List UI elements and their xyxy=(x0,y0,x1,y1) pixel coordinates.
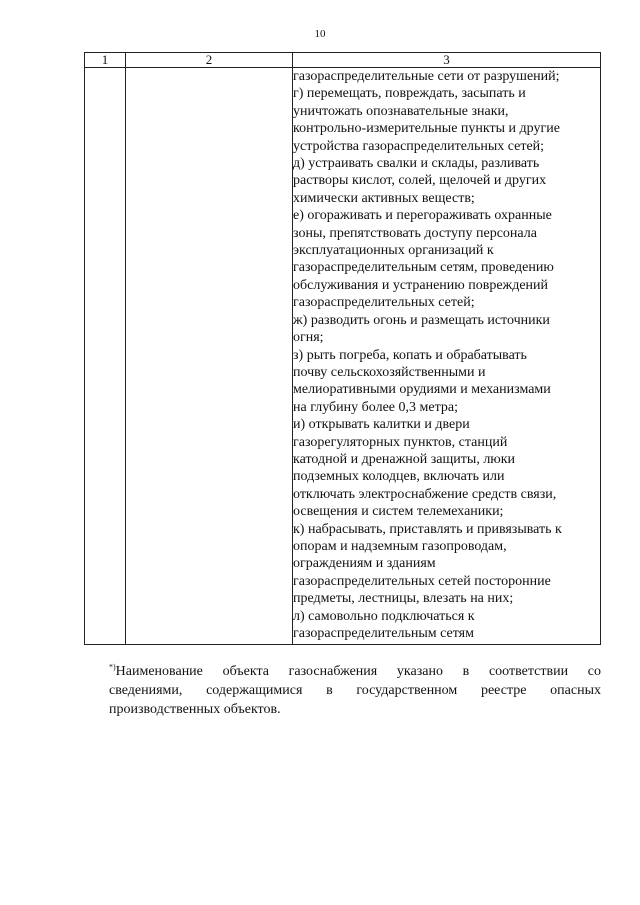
footnote-marker: *) xyxy=(109,662,116,672)
footnote-line-1 xyxy=(109,662,601,681)
text-line: обслуживания и устранению повреждений xyxy=(293,277,549,293)
table-header-row xyxy=(85,53,601,68)
text-line: предметы, лестницы, влезать на них; xyxy=(293,591,514,607)
footnote-line-3: производственных объектов. xyxy=(109,702,281,717)
text-line: ж) разводить огонь и размещать источники xyxy=(293,312,550,328)
table-cell-col3 xyxy=(293,68,601,645)
text-line: катодной и дренажной защиты, люки xyxy=(293,451,516,467)
text-line: огня; xyxy=(293,330,324,346)
footnote-word: опасных xyxy=(550,683,601,698)
text-line: газорегуляторных пунктов, станций xyxy=(293,434,508,450)
prohibitions-text xyxy=(293,68,600,642)
text-line: газораспределительные сети от разрушений; xyxy=(293,69,560,84)
text-line: контрольно-измерительные пункты и другие xyxy=(293,121,560,137)
text-line: к) набрасывать, приставлять и привязывать к xyxy=(293,521,562,537)
page-number: 10 xyxy=(314,28,326,40)
text-line: зоны, препятствовать доступу персонала xyxy=(293,225,537,241)
footnote-word: газоснабжения xyxy=(288,664,378,679)
text-line: з) рыть погреба, копать и обрабатывать xyxy=(293,347,527,363)
text-line: освещения и систем телемеханики; xyxy=(293,504,504,520)
table-cell-col1 xyxy=(85,68,126,645)
footnote xyxy=(109,662,601,719)
text-line: л) самовольно подключаться к xyxy=(293,608,475,624)
footnote-word: соответствии xyxy=(488,664,569,679)
text-line: эксплуатационных организаций к xyxy=(293,243,494,259)
text-line: растворы кислот, солей, щелочей и других xyxy=(293,173,547,189)
footnote-word: реестре xyxy=(480,683,527,698)
text-line: отключать электроснабжение средств связи, xyxy=(293,486,557,502)
footnote-word: сведениями, xyxy=(109,683,183,698)
column-header-3: 3 xyxy=(293,53,601,68)
text-line: газораспределительным сетям, проведению xyxy=(293,260,554,276)
footnote-word: объекта xyxy=(222,664,269,679)
text-line: газораспределительных сетей посторонние xyxy=(293,573,551,589)
text-line: на глубину более 0,3 метра; xyxy=(293,399,458,415)
footnote-line-2 xyxy=(109,681,601,700)
text-line: ограждениям и зданиям xyxy=(293,556,436,572)
text-line: газораспределительным сетям xyxy=(293,626,474,641)
footnote-word: в xyxy=(326,683,333,698)
text-line: химически активных веществ; xyxy=(293,190,475,206)
text-line: устройства газораспределительных сетей; xyxy=(293,138,545,154)
footnote-word: государственном xyxy=(356,683,458,698)
text-line: д) устраивать свалки и склады, разливать xyxy=(293,156,540,172)
table-row xyxy=(85,68,601,645)
footnote-word: содержащимися xyxy=(206,683,303,698)
footnote-word: в xyxy=(462,664,470,679)
footnote-word: *)Наименование xyxy=(109,662,203,679)
text-line: г) перемещать, повреждать, засыпать и xyxy=(293,86,526,102)
footnote-word: указано xyxy=(396,664,443,679)
text-line: газораспределительных сетей; xyxy=(293,295,475,311)
text-line: е) огораживать и перегораживать охранные xyxy=(293,208,552,224)
requirements-table xyxy=(84,52,601,645)
table-cell-col2 xyxy=(126,68,293,645)
column-header-1: 1 xyxy=(85,53,126,68)
text-line: мелиоративными орудиями и механизмами xyxy=(293,382,551,398)
text-line: уничтожать опознавательные знаки, xyxy=(293,103,509,119)
text-line: почву сельскохозяйственными и xyxy=(293,364,486,380)
text-line: подземных колодцев, включать или xyxy=(293,469,505,485)
column-header-2: 2 xyxy=(126,53,293,68)
text-line: опорам и надземным газопроводам, xyxy=(293,538,507,554)
footnote-word: со xyxy=(587,664,601,679)
text-line: и) открывать калитки и двери xyxy=(293,417,470,433)
